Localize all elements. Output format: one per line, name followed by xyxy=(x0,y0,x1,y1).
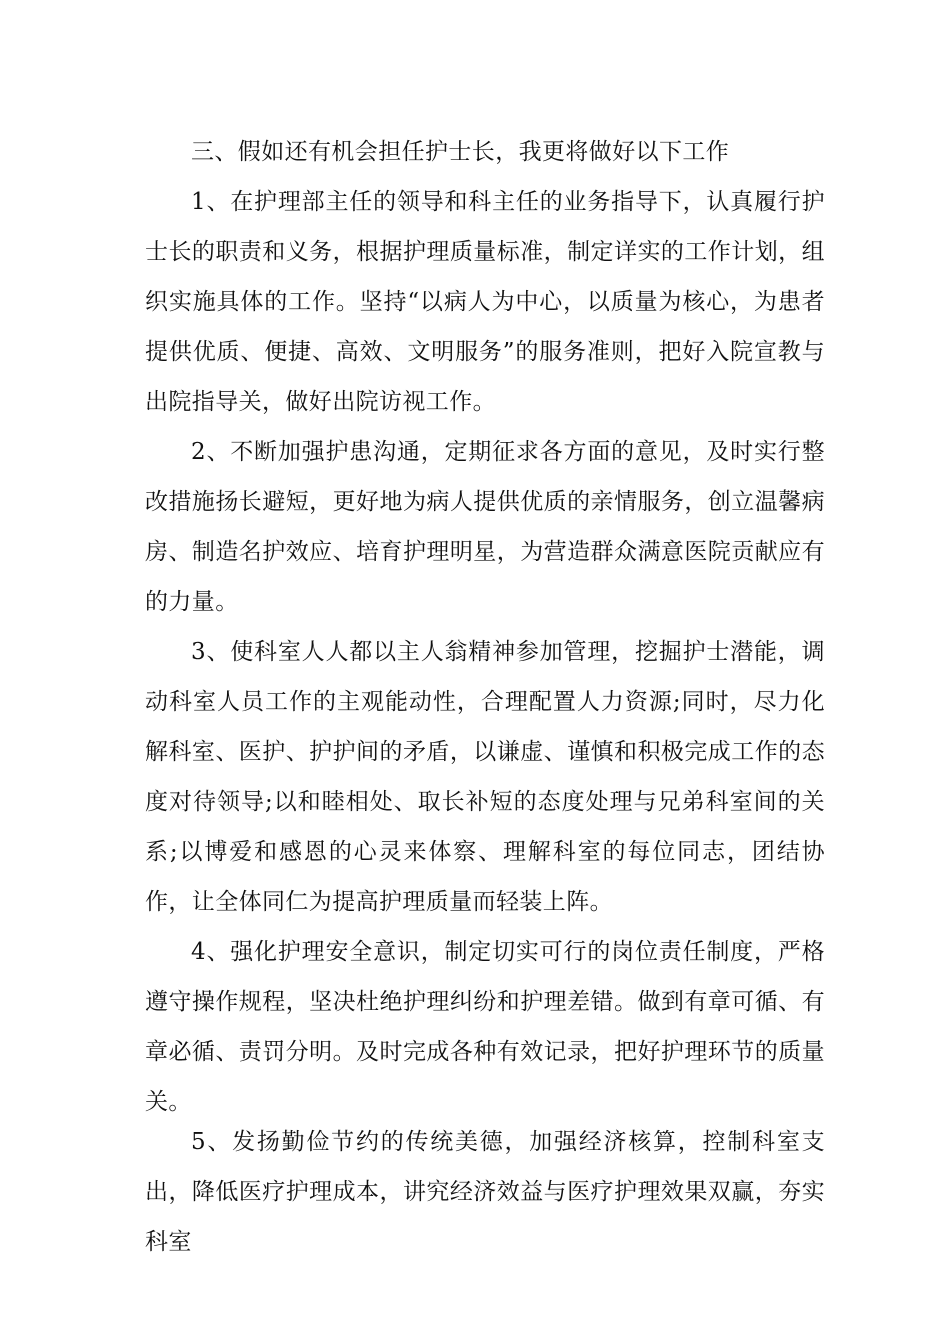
paragraph-2: 2、不断加强护患沟通，定期征求各方面的意见，及时实行整改措施扬长避短，更好地为病人提供优质的亲情服务，创立温馨病房、制造名护效应、培育护理明星，为营造群众满意医院贡献应有的力量。 xyxy=(145,439,825,615)
document-body xyxy=(145,127,825,1127)
paragraph-1: 1、在护理部主任的领导和科主任的业务指导下，认真履行护士长的职责和义务，根据护理质量标准，制定详实的工作计划，组织实施具体的工作。坚持“以病人为中心，以质量为核心，为患者提供优质、便捷、高效、文明服务”的服务准则，把好入院宣教与出院指导关，做好出院访视工作。 xyxy=(145,189,825,415)
paragraph-4: 4、强化护理安全意识，制定切实可行的岗位责任制度，严格遵守操作规程，坚决杜绝护理纠纷和护理差错。做到有章可循、有章必循、责罚分明。及时完成各种有效记录，把好护理环节的质量关。 xyxy=(145,939,825,1115)
paragraph-5: 5、发扬勤俭节约的传统美德，加强经济核算，控制科室支出，降低医疗护理成本，讲究经济效益与医疗护理效果双赢，夯实科室 xyxy=(145,1129,825,1255)
section-heading: 三、假如还有机会担任护士长，我更将做好以下工作 xyxy=(191,139,730,165)
paragraph-3: 3、使科室人人都以主人翁精神参加管理，挖掘护士潜能，调动科室人员工作的主观能动性，合理配置人力资源;同时，尽力化解科室、医护、护护间的矛盾，以谦虚、谨慎和积极完成工作的态度对待领导;以和睦相处、取长补短的态度处理与兄弟科室间的关系;以博爱和感恩的心灵来体察、理解科室的每位同志，团结协作，让全体同仁为提高护理质量而轻装上阵。 xyxy=(145,639,825,915)
document-body-continued xyxy=(145,1117,825,1267)
